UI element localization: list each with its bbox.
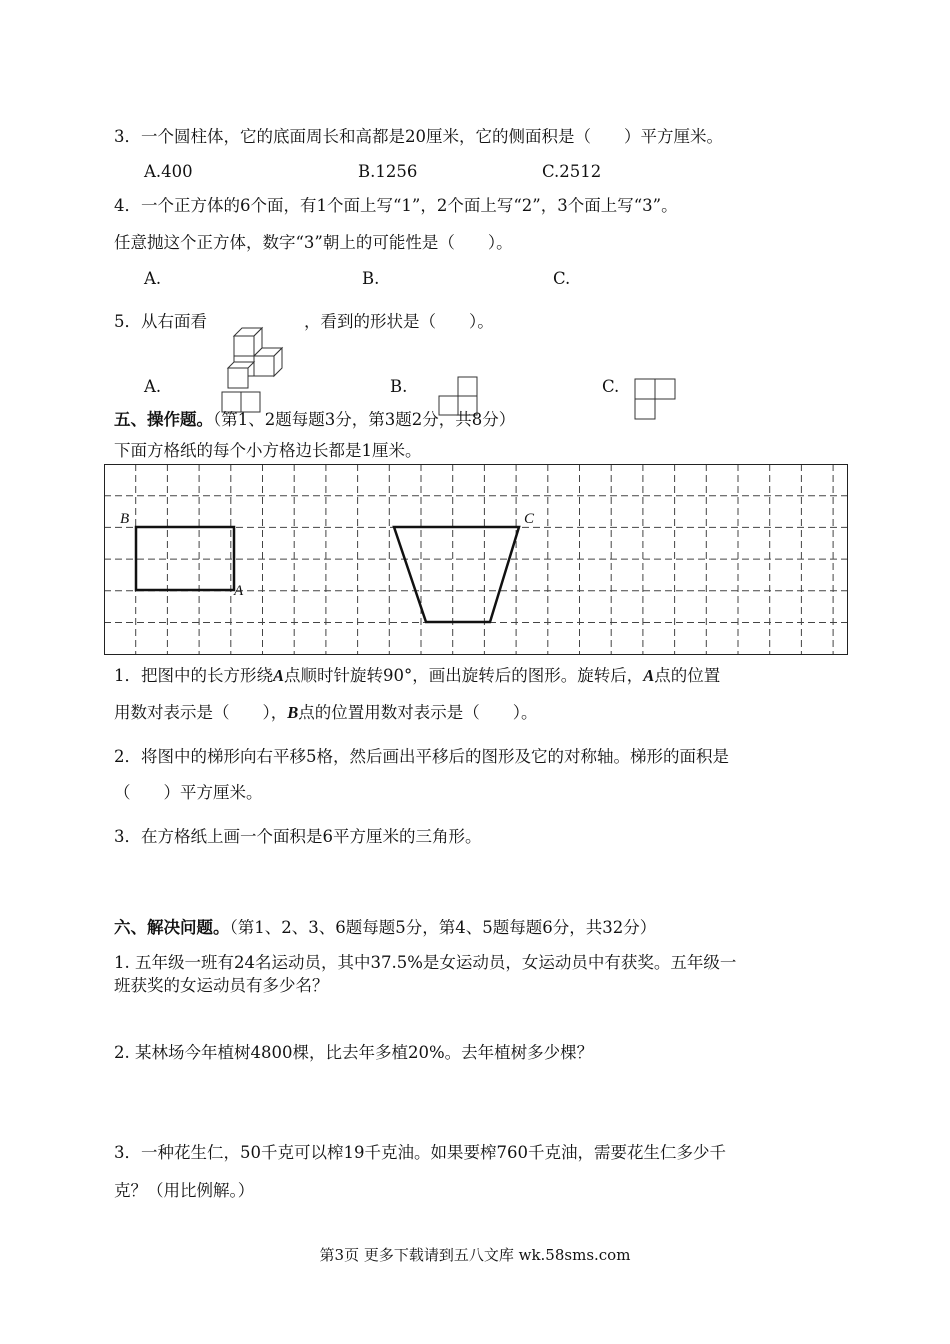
q4-option-b: B. <box>362 269 380 288</box>
q5-stem-start: 5．从右面看 <box>114 312 207 331</box>
trapezoid-shape <box>394 527 519 622</box>
q5-option-a: A. <box>144 377 162 396</box>
grid-lines <box>104 464 848 655</box>
s5-q1-line2 <box>114 703 538 723</box>
rectangle-shape <box>136 527 234 590</box>
q5-option-c-shape <box>634 378 678 422</box>
section5-heading: 五、操作题。 <box>114 410 213 429</box>
s5-q1-text-2: 点顺时针旋转90°，画出旋转后的图形。旋转后， <box>284 666 644 685</box>
q3-stem: 3．一个圆柱体，它的底面周长和高都是20厘米，它的侧面积是（ ）平方厘米。 <box>114 127 723 146</box>
s5-q3: 3．在方格纸上画一个面积是6平方厘米的三角形。 <box>114 827 482 846</box>
s5-q1-var-b: B <box>287 703 299 722</box>
section5-points: （第1、2题每题3分，第3题2分，共8分） <box>213 410 516 429</box>
q4-line2: 任意抛这个正方体，数字“3”朝上的可能性是（ ）。 <box>114 233 513 252</box>
s5-q1-var-a: A <box>273 666 285 685</box>
q4-line1: 4．一个正方体的6个面，有1个面上写“1”，2个面上写“2”，3个面上写“3”。 <box>114 196 678 215</box>
section6-heading: 六、解决问题。 <box>114 918 230 937</box>
s6-q3-line1: 3．一种花生仁，50千克可以榨19千克油。如果要榨760千克油，需要花生仁多少千 <box>114 1143 726 1162</box>
s5-q1-var-a2: A <box>643 666 655 685</box>
q5-option-c: C. <box>602 377 620 396</box>
s6-q1-line2: 班获奖的女运动员有多少名？ <box>114 976 329 995</box>
s6-q3-line2: 克？（用比例解。） <box>114 1181 255 1200</box>
s6-q2: 2. 某林场今年植树4800棵，比去年多植20%。去年植树多少棵？ <box>114 1043 594 1062</box>
q3-option-a: A.400 <box>144 162 193 181</box>
s5-q1-text-5: 点的位置用数对表示是（ ）。 <box>298 703 538 722</box>
s5-q1-text-1: 1．把图中的长方形绕 <box>114 666 273 685</box>
section5-heading-row <box>114 410 515 430</box>
s5-q1-text-3: 点的位置 <box>654 666 721 685</box>
point-a-label: A <box>234 583 244 599</box>
q5-option-b: B. <box>390 377 408 396</box>
q4-option-a: A. <box>144 269 162 288</box>
s5-q1-line1 <box>114 666 720 686</box>
s5-q2-line1: 2．将图中的梯形向右平移5格，然后画出平移后的图形及它的对称轴。梯形的面积是 <box>114 747 729 766</box>
grid-paper <box>104 464 848 655</box>
s5-q2-line2: （ ）平方厘米。 <box>114 783 263 802</box>
section5-intro: 下面方格纸的每个小方格边长都是1厘米。 <box>114 441 422 460</box>
page-footer: 第3页 更多下载请到五八文库 wk.58sms.com <box>319 1246 631 1264</box>
s5-q1-text-4: 用数对表示是（ ）， <box>114 703 288 722</box>
q3-option-c: C.2512 <box>542 162 602 181</box>
q5-stem-end: ，看到的形状是（ ）。 <box>304 312 494 331</box>
section6-points: （第1、2、3、6题每题5分，第4、5题每题6分，共32分） <box>229 918 657 937</box>
point-b-label: B <box>120 511 130 527</box>
q4-option-c: C. <box>553 269 571 288</box>
section6-heading-row <box>114 918 656 938</box>
point-c-label: C <box>524 511 535 527</box>
q3-option-b: B.1256 <box>358 162 418 181</box>
s6-q1-line1: 1. 五年级一班有24名运动员，其中37.5%是女运动员，女运动员中有获奖。五年级一 <box>114 953 737 972</box>
